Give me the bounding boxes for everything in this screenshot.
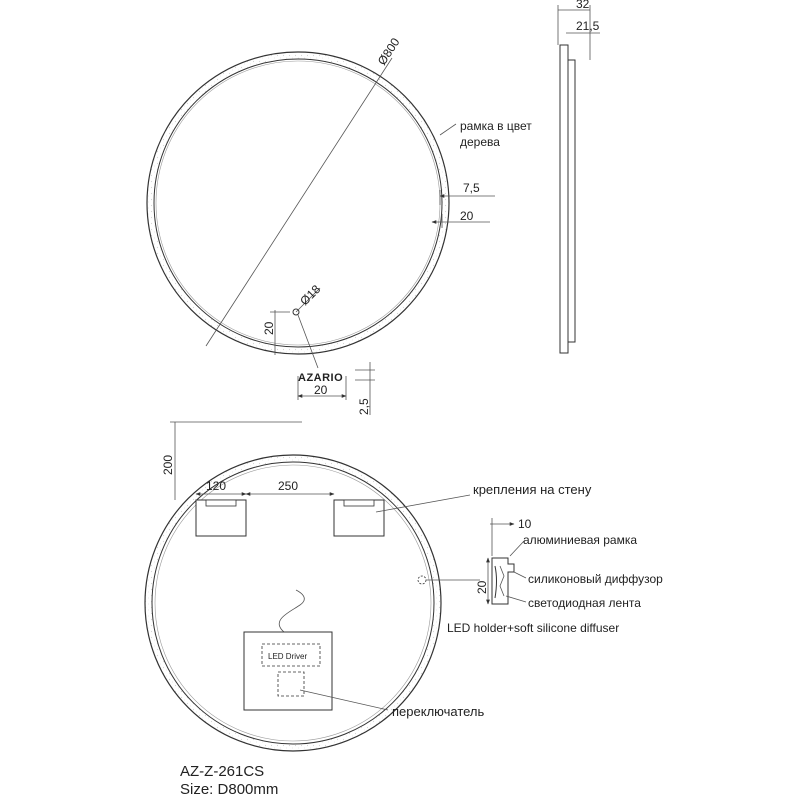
led-driver-label: LED Driver [268,652,308,661]
dim-d18: Ø18 [297,282,324,309]
profile-detail [447,517,663,635]
back-view [145,422,592,751]
dim-10: 10 [518,517,532,531]
side-view [558,0,600,353]
dim-20-vert: 20 [262,321,276,335]
label-frame-line2: дерева [460,135,500,149]
model-info [180,763,278,798]
dim-20-rim: 20 [460,209,474,223]
frame-label-leader [440,124,456,135]
label-mounts: крепления на стену [473,482,592,497]
label-aluminium-frame: алюминиевая рамка [523,533,638,547]
dim-120: 120 [206,479,227,493]
front-view [147,35,532,415]
label-switch: переключатель [392,704,485,719]
dim-21-5: 21,5 [576,19,600,33]
dim-7-5: 7,5 [463,181,480,195]
dim-diameter: Ø800 [374,35,403,68]
label-silicone-diffuser: силиконовый диффузор [528,572,663,586]
dim-20-logo: 20 [314,383,328,397]
dim-20-profile: 20 [475,580,489,594]
label-led-strip: светодиодная лента [528,596,641,610]
model-size: Size: D800mm [180,781,279,798]
label-frame-line1: рамка в цвет [460,119,532,133]
side-frame-body [568,60,575,342]
side-mirror-body [560,45,568,353]
profile-caption: LED holder+soft silicone diffuser [447,621,620,635]
logo-text: AZARIO [298,372,344,384]
dim-200: 200 [161,454,175,475]
dim-250: 250 [278,479,299,493]
model-code: AZ-Z-261CS [180,763,265,780]
dim-2-5: 2,5 [357,398,371,415]
dim-32: 32 [576,0,590,11]
